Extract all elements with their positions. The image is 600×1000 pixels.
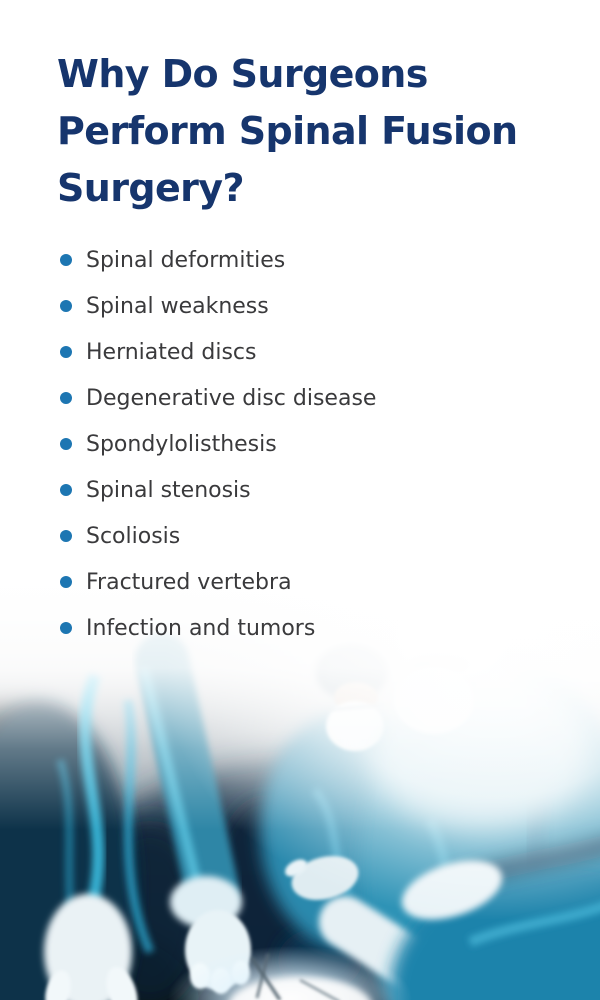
list-item — [60, 568, 570, 596]
bullet-icon — [60, 484, 72, 496]
list-item-label: Spinal stenosis — [86, 477, 251, 503]
list-item — [60, 338, 570, 366]
bullet-icon — [60, 254, 72, 266]
bullet-icon — [60, 576, 72, 588]
title-line: Why Do Surgeons — [57, 52, 428, 96]
list-item — [60, 292, 570, 320]
list-item — [60, 614, 570, 642]
bullet-icon — [60, 300, 72, 312]
list-item-label: Degenerative disc disease — [86, 385, 377, 411]
bullet-icon — [60, 392, 72, 404]
title-line: Perform Spinal Fusion — [57, 109, 518, 153]
list-item-label: Fractured vertebra — [86, 569, 292, 595]
list-item — [60, 246, 570, 274]
list-item — [60, 522, 570, 550]
list-item-label: Spinal weakness — [86, 293, 269, 319]
list-item-label: Herniated discs — [86, 339, 257, 365]
list-item-label: Spinal deformities — [86, 247, 286, 273]
list-item-label: Spondylolisthesis — [86, 431, 277, 457]
list-item — [60, 384, 570, 412]
list-item — [60, 476, 570, 504]
list-item — [60, 430, 570, 458]
bullet-icon — [60, 346, 72, 358]
list-item-label: Infection and tumors — [86, 615, 316, 641]
bullet-icon — [60, 622, 72, 634]
reasons-list — [57, 246, 570, 642]
bullet-icon — [60, 530, 72, 542]
list-item-label: Scoliosis — [86, 523, 181, 549]
page-title — [57, 46, 570, 217]
title-line: Surgery? — [57, 166, 244, 210]
bullet-icon — [60, 438, 72, 450]
